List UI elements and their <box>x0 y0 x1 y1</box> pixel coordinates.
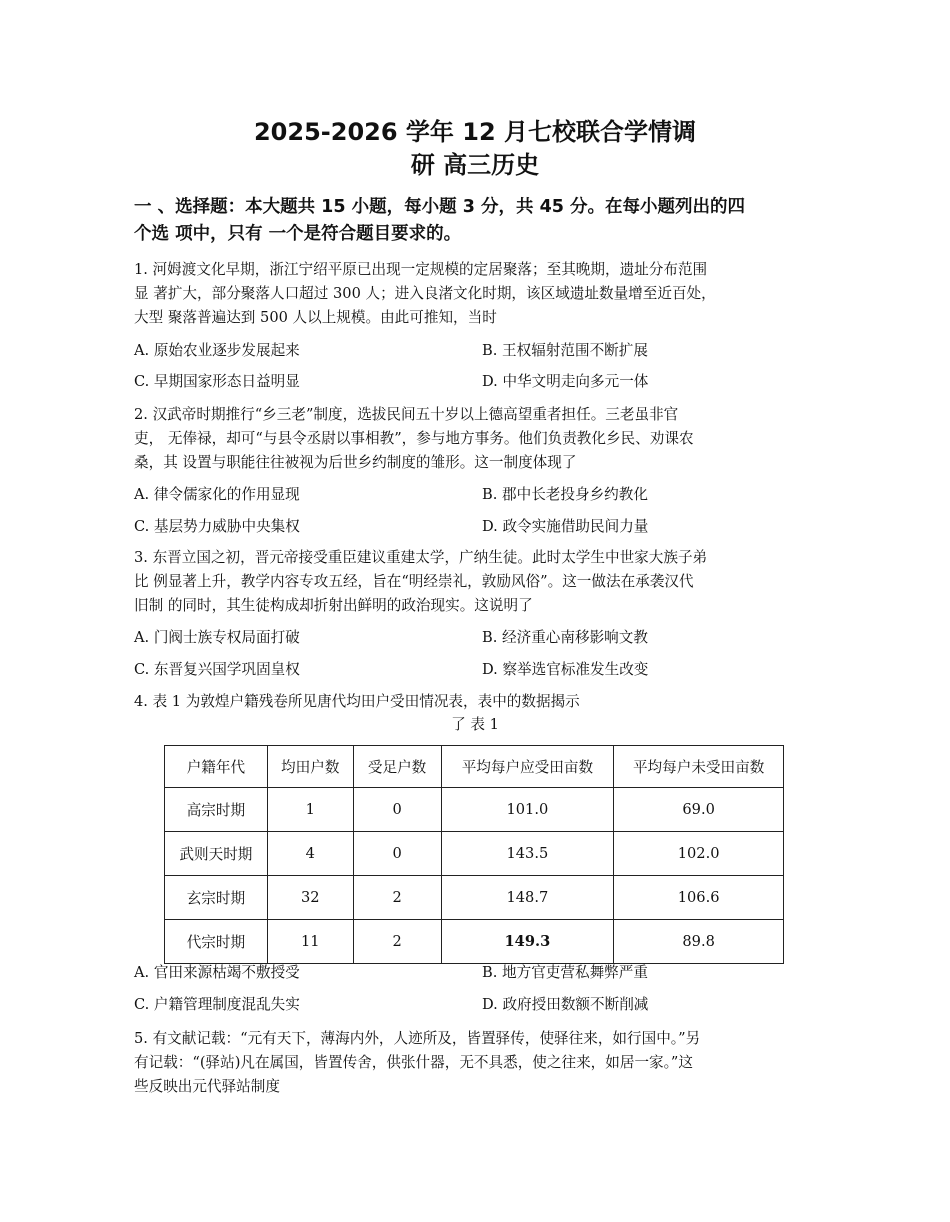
table-row <box>165 920 784 964</box>
table-cell: 玄宗时期 <box>165 876 268 920</box>
table-cell: 2 <box>353 876 441 920</box>
question-3-line3: 旧制 的同时，其生徒构成却折射出鲜明的政治现实。这说明了 <box>134 597 533 614</box>
question-3-stem <box>134 546 820 618</box>
question-5-stem <box>134 1027 820 1099</box>
question-2-line1: 2. 汉武帝时期推行“乡三老”制度，选拔民间五十岁以上德高望重者担任。三老虽非官 <box>134 406 679 423</box>
table-header-cell: 均田户数 <box>267 746 353 788</box>
table-caption: 了 表 1 <box>451 716 499 733</box>
table-row <box>165 876 784 920</box>
question-1-line3: 大型 聚落普遍达到 500 人以上规模。由此可推知，当时 <box>134 309 497 326</box>
table-cell: 高宗时期 <box>165 788 268 832</box>
question-3-line2: 比 例显著上升，教学内容专攻五经，旨在“明经崇礼，敦励风俗”。这一做法在承袭汉代 <box>134 573 694 590</box>
question-1-option-b[interactable]: B. 王权辐射范围不断扩展 <box>482 342 648 359</box>
question-5-line3: 些反映出元代驿站制度 <box>134 1078 280 1095</box>
table-cell: 101.0 <box>441 788 614 832</box>
question-2-option-d[interactable]: D. 政令实施借助民间力量 <box>482 518 649 535</box>
question-4-option-b[interactable]: B. 地方官吏营私舞弊严重 <box>482 964 648 981</box>
question-3-option-b[interactable]: B. 经济重心南移影响文教 <box>482 629 648 646</box>
table-cell: 0 <box>353 788 441 832</box>
table-cell: 149.3 <box>441 920 614 964</box>
question-4-stem: 4. 表 1 为敦煌户籍残卷所见唐代均田户受田情况表，表中的数据揭示 <box>134 693 580 710</box>
question-1-option-a[interactable]: A. 原始农业逐步发展起来 <box>134 342 300 359</box>
table-header-cell: 平均每户应受田亩数 <box>441 746 614 788</box>
question-1-line1: 1. 河姆渡文化早期，浙江宁绍平原已出现一定规模的定居聚落；至其晚期，遗址分布范围 <box>134 261 708 278</box>
table-cell: 106.6 <box>614 876 784 920</box>
question-2-line3: 桑，其 设置与职能往往被视为后世乡约制度的雏形。这一制度体现了 <box>134 454 577 471</box>
land-allocation-table <box>164 745 784 964</box>
table-cell: 148.7 <box>441 876 614 920</box>
section-heading <box>134 194 824 248</box>
table-header-cell: 户籍年代 <box>165 746 268 788</box>
question-5-line1: 5. 有文献记载：“元有天下，薄海内外，人迹所及，皆置驿传，使驿往来，如行国中。”另 <box>134 1030 701 1047</box>
table-cell: 武则天时期 <box>165 832 268 876</box>
question-3-line1: 3. 东晋立国之初，晋元帝接受重臣建议重建太学，广纳生徒。此时太学生中世家大族子弟 <box>134 549 708 566</box>
table-cell: 69.0 <box>614 788 784 832</box>
table-cell: 143.5 <box>441 832 614 876</box>
table-row <box>165 832 784 876</box>
question-1-line2: 显 著扩大，部分聚落人口超过 300 人；进入良渚文化时期，该区域遗址数量增至近百处， <box>134 285 716 302</box>
table-row <box>165 788 784 832</box>
exam-title-line1: 2025-2026 学年 12 月七校联合学情调 <box>253 118 697 146</box>
question-2-option-b[interactable]: B. 郡中长老投身乡约教化 <box>482 486 648 503</box>
question-1-option-c[interactable]: C. 早期国家形态日益明显 <box>134 373 300 390</box>
table-header-cell: 平均每户未受田亩数 <box>614 746 784 788</box>
section-heading-line1: 一 、选择题：本大题共 15 小题，每小题 3 分，共 45 分。在每小题列出的四 <box>134 197 746 217</box>
table-cell: 102.0 <box>614 832 784 876</box>
table-cell: 1 <box>267 788 353 832</box>
question-2-stem <box>134 403 820 475</box>
exam-title-line2: 研 高三历史 <box>410 151 540 179</box>
table-cell: 4 <box>267 832 353 876</box>
question-3-option-a[interactable]: A. 门阀士族专权局面打破 <box>134 629 300 646</box>
table-cell: 89.8 <box>614 920 784 964</box>
question-4-option-c[interactable]: C. 户籍管理制度混乱失实 <box>134 996 300 1013</box>
table-cell: 0 <box>353 832 441 876</box>
question-4-option-a[interactable]: A. 官田来源枯竭不敷授受 <box>134 964 300 981</box>
question-2-option-c[interactable]: C. 基层势力威胁中央集权 <box>134 518 300 535</box>
question-1-option-d[interactable]: D. 中华文明走向多元一体 <box>482 373 649 390</box>
question-4-option-d[interactable]: D. 政府授田数额不断削减 <box>482 996 649 1013</box>
question-3-option-c[interactable]: C. 东晋复兴国学巩固皇权 <box>134 661 300 678</box>
table-cell: 11 <box>267 920 353 964</box>
table-cell: 32 <box>267 876 353 920</box>
question-5-line2: 有记载：“(驿站)凡在属国，皆置传舍，供张什器，无不具悉，使之往来，如居一家。”这 <box>134 1054 693 1071</box>
table-cell: 代宗时期 <box>165 920 268 964</box>
question-2-option-a[interactable]: A. 律令儒家化的作用显现 <box>134 486 300 503</box>
question-3-option-d[interactable]: D. 察举选官标准发生改变 <box>482 661 649 678</box>
table-cell: 2 <box>353 920 441 964</box>
question-1-stem <box>134 258 820 330</box>
section-heading-line2: 个选 项中，只有 一个是符合题目要求的。 <box>134 224 462 244</box>
table-header-cell: 受足户数 <box>353 746 441 788</box>
question-2-line2: 吏， 无俸禄，却可“与县令丞尉以事相教”，参与地方事务。他们负责教化乡民、劝课农 <box>134 430 694 447</box>
table-header-row <box>165 746 784 788</box>
